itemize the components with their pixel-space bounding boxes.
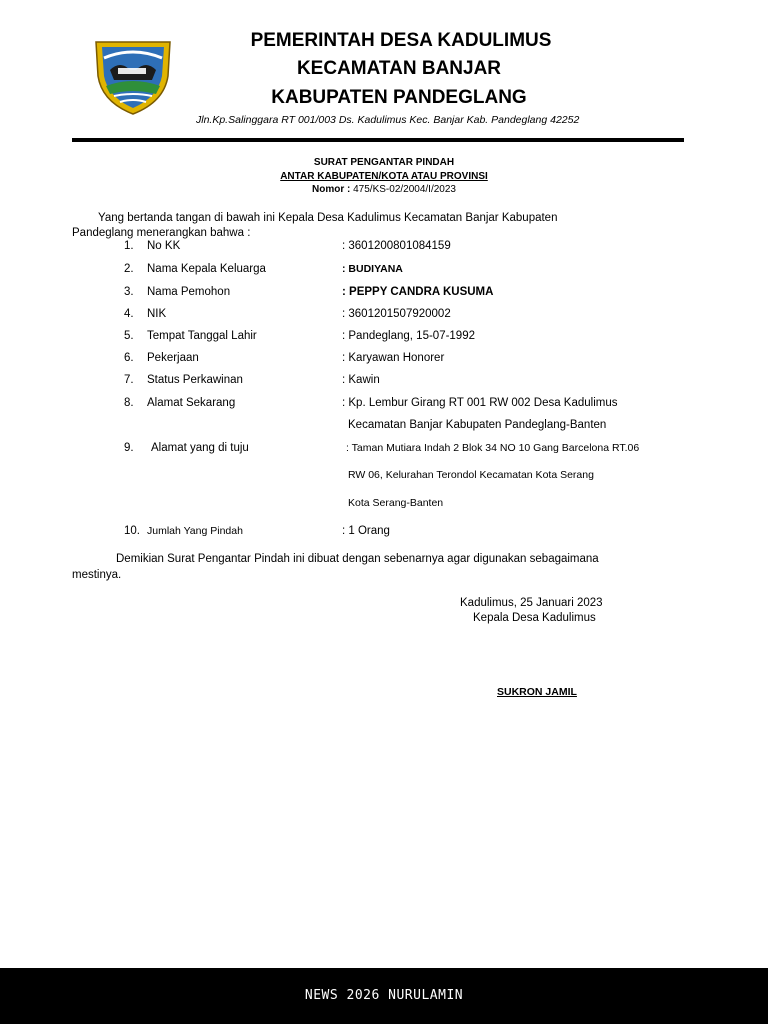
item-number: 9. bbox=[124, 442, 134, 454]
item-label: Nama Kepala Keluarga bbox=[147, 263, 266, 275]
item-label: Jumlah Yang Pindah bbox=[147, 525, 243, 537]
kop-line-3: KABUPATEN PANDEGLANG bbox=[271, 87, 527, 108]
item-label: NIK bbox=[147, 308, 167, 320]
footer-watermark-bar bbox=[0, 968, 768, 1024]
item-number: 5. bbox=[124, 330, 134, 342]
item-value: : 1 Orang bbox=[342, 525, 390, 537]
kop-line-2: KECAMATAN BANJAR bbox=[296, 58, 502, 79]
document-number: Nomor : 475/KS-02/2004/I/2023 bbox=[312, 184, 456, 195]
footer-text: NEWS 2026 NURULAMIN bbox=[304, 988, 464, 1003]
signature-position: Kepala Desa Kadulimus bbox=[473, 612, 596, 624]
item-label: Alamat yang di tuju bbox=[151, 442, 249, 454]
item-value-line-3: Kota Serang-Banten bbox=[348, 497, 444, 509]
document-title: SURAT PENGANTAR PINDAH bbox=[313, 157, 455, 168]
item-value: : Taman Mutiara Indah 2 Blok 34 NO 10 Gang Barcelona RT.06 bbox=[346, 442, 640, 454]
address-line: Jln.Kp.Salinggara RT 001/003 Ds. Kadulimus Kec. Banjar Kab. Pandeglang 42252 bbox=[196, 114, 580, 126]
kop-line-1: PEMERINTAH DESA KADULIMUS bbox=[250, 30, 552, 51]
item-number: 8. bbox=[124, 397, 134, 409]
signature-name: SUKRON JAMIL bbox=[497, 686, 577, 698]
item-number: 3. bbox=[124, 286, 134, 298]
nomor-value: 475/KS-02/2004/I/2023 bbox=[353, 184, 456, 195]
intro-line-1: Yang bertanda tangan di bawah ini Kepala Desa Kadulimus Kecamatan Banjar Kabupaten bbox=[98, 212, 558, 224]
item-number: 1. bbox=[124, 240, 134, 252]
closing-paragraph bbox=[72, 551, 698, 583]
item-number: 2. bbox=[124, 263, 134, 275]
intro-paragraph bbox=[72, 211, 698, 241]
closing-line-1: Demikian Surat Pengantar Pindah ini dibuat dengan sebenarnya agar digunakan sebagaimana bbox=[116, 553, 599, 565]
item-label: No KK bbox=[147, 240, 181, 252]
document-subtitle: ANTAR KABUPATEN/KOTA ATAU PROVINSI bbox=[280, 171, 488, 182]
item-value: : 3601201507920002 bbox=[342, 308, 451, 320]
item-number: 10. bbox=[124, 525, 140, 537]
item-label: Tempat Tanggal Lahir bbox=[147, 330, 257, 342]
intro-line-2: Pandeglang menerangkan bahwa : bbox=[72, 227, 251, 239]
item-label: Alamat Sekarang bbox=[147, 397, 236, 409]
item-label: Status Perkawinan bbox=[147, 374, 243, 386]
item-label: Pekerjaan bbox=[147, 352, 199, 364]
item-value: : Karyawan Honorer bbox=[342, 352, 445, 364]
item-number: 4. bbox=[124, 308, 134, 320]
item-label: Nama Pemohon bbox=[147, 286, 231, 298]
item-value: : BUDIYANA bbox=[342, 263, 403, 275]
item-value: : Kawin bbox=[342, 374, 380, 386]
item-value: : PEPPY CANDRA KUSUMA bbox=[342, 286, 494, 298]
item-number: 6. bbox=[124, 352, 134, 364]
header-divider bbox=[72, 138, 684, 142]
item-value: : Kp. Lembur Girang RT 001 RW 002 Desa Kadulimus bbox=[342, 397, 618, 409]
closing-line-2: mestinya. bbox=[72, 569, 122, 581]
signature-place-date: Kadulimus, 25 Januari 2023 bbox=[460, 597, 603, 609]
item-value-line-2: RW 06, Kelurahan Terondol Kecamatan Kota Serang bbox=[348, 469, 594, 481]
nomor-label: Nomor bbox=[312, 184, 345, 195]
item-value: : 3601200801084159 bbox=[342, 240, 451, 252]
item-value-line-2: Kecamatan Banjar Kabupaten Pandeglang-Banten bbox=[348, 419, 607, 431]
item-number: 7. bbox=[124, 374, 134, 386]
item-value: : Pandeglang, 15-07-1992 bbox=[342, 330, 475, 342]
